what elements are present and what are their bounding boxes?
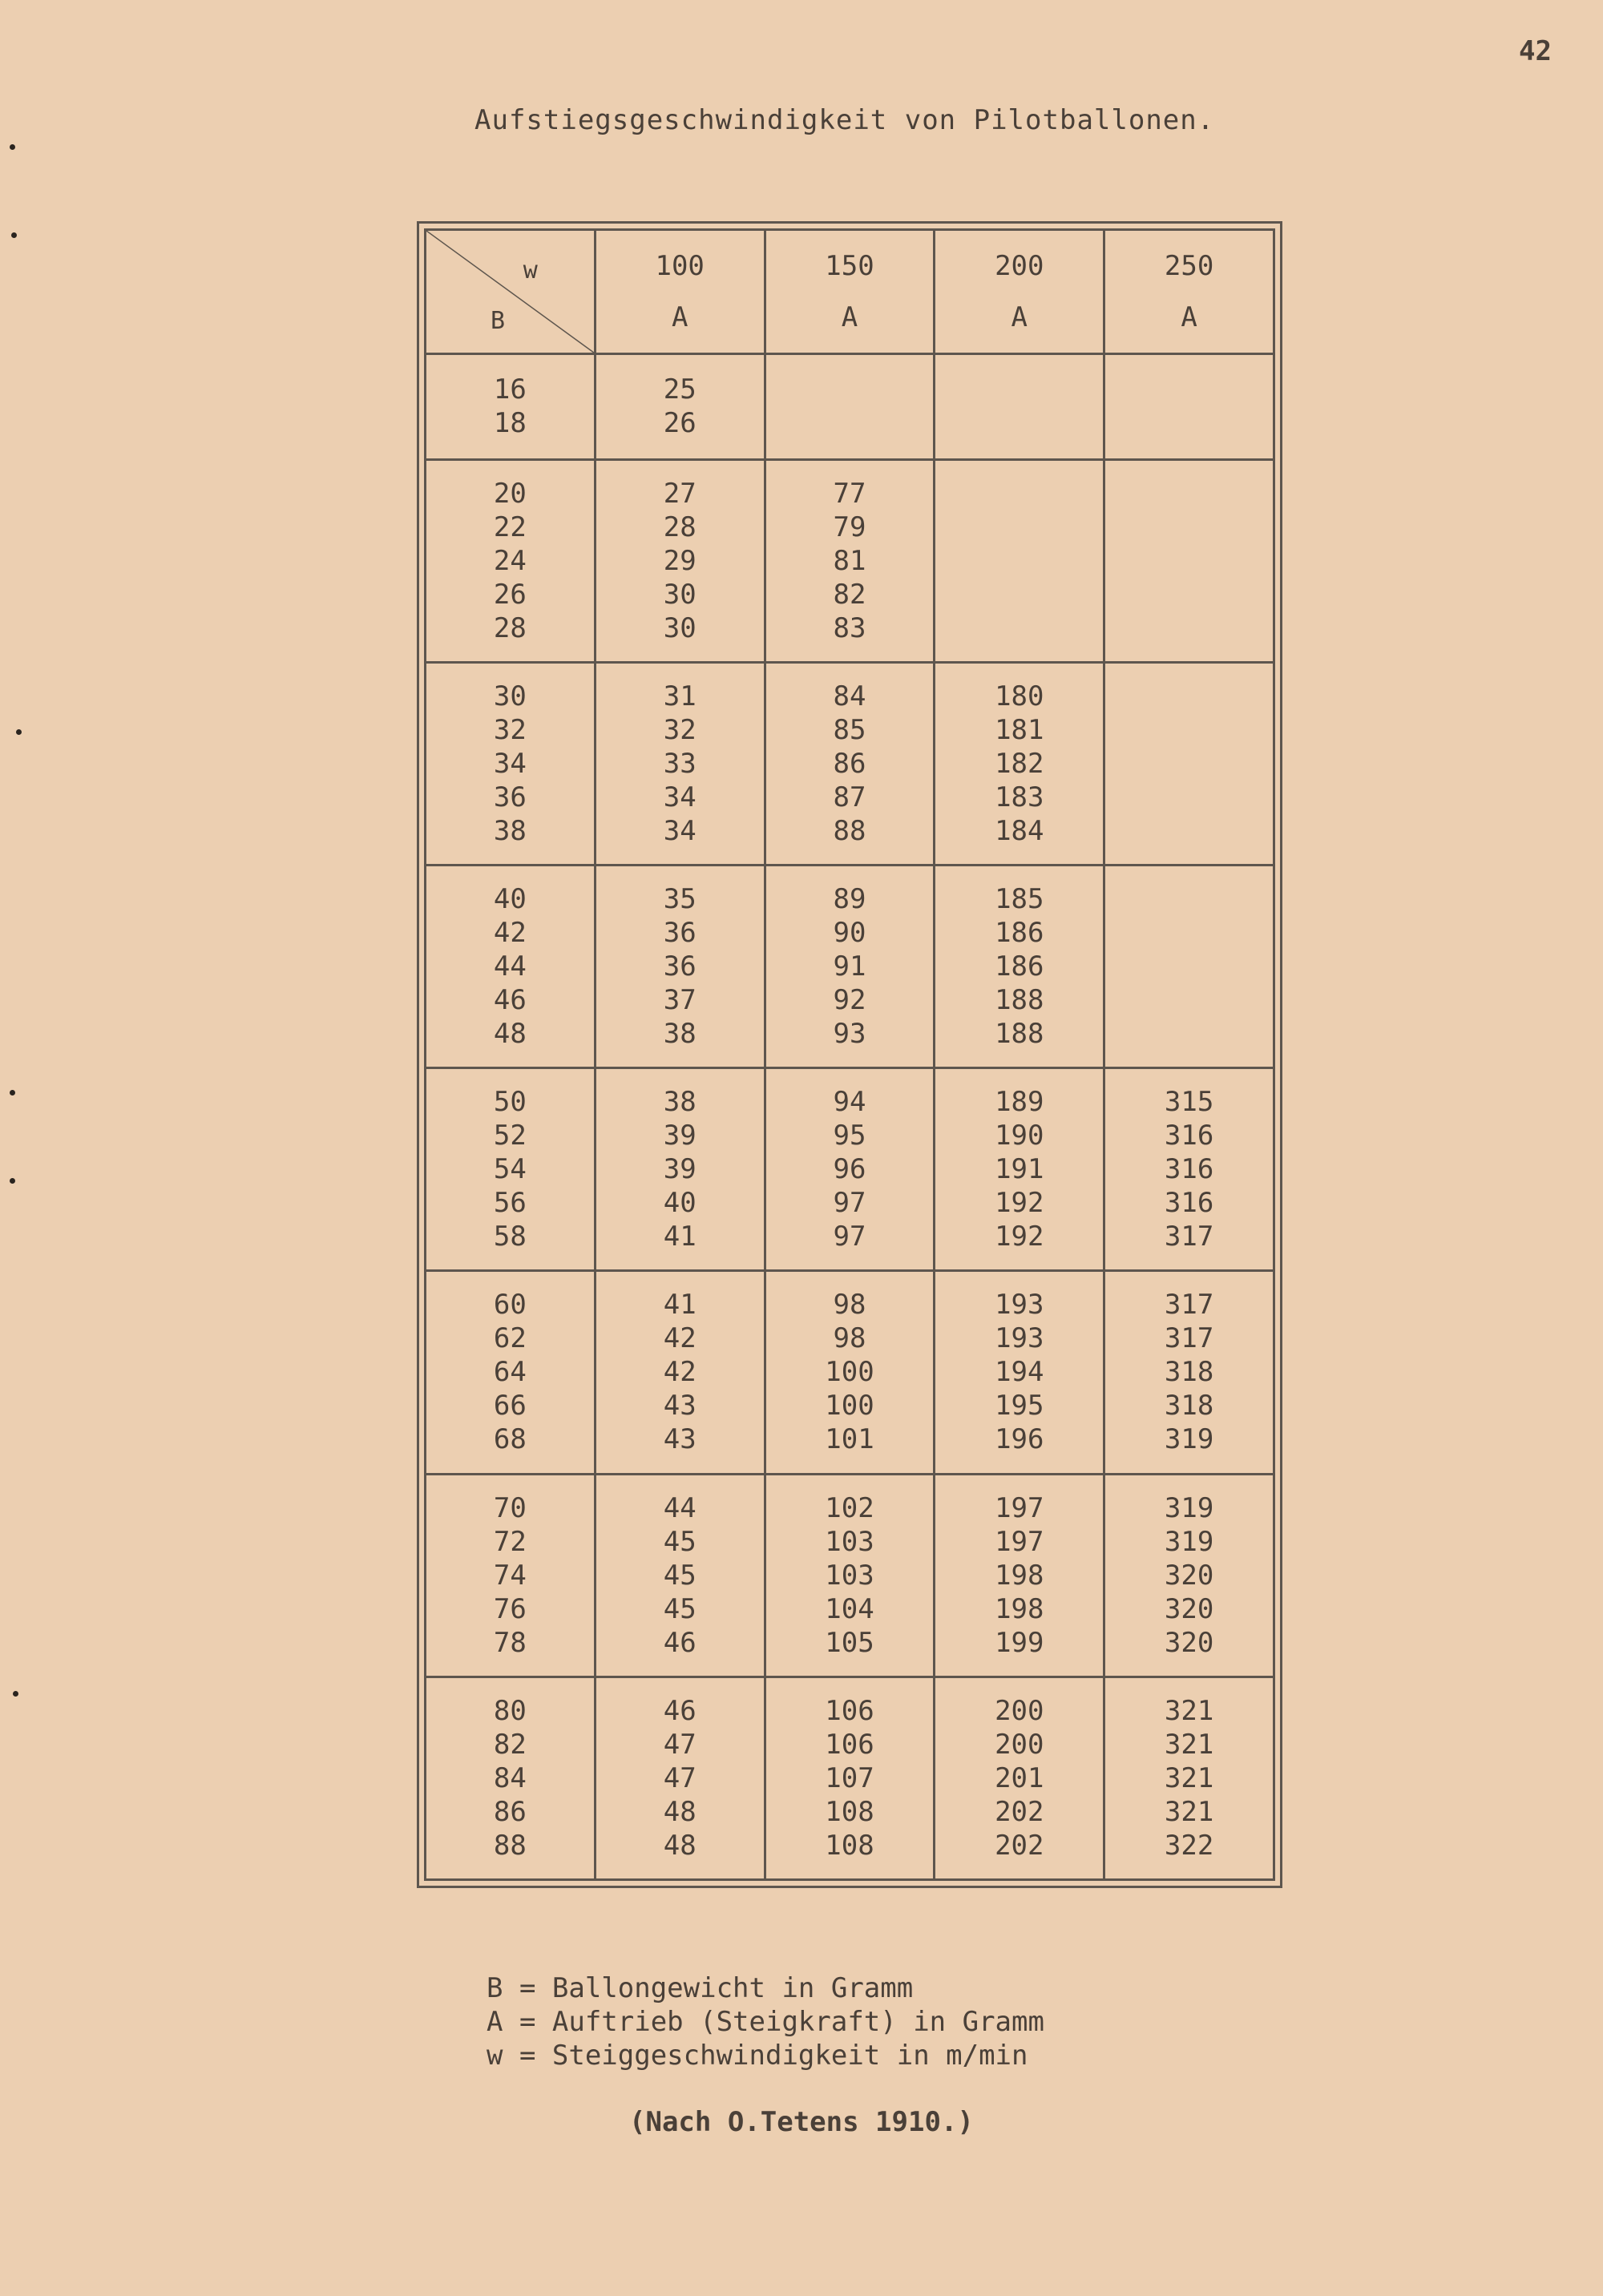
- lift-150-value: 106: [825, 1694, 874, 1727]
- lift-250-value: 320: [1164, 1559, 1214, 1592]
- lift-100-value: 36: [663, 917, 697, 950]
- lift-100-value: 27: [663, 477, 697, 510]
- lift-100-value: 31: [663, 680, 697, 712]
- balloon-weight-value: 28: [493, 611, 527, 644]
- balloon-weight-value: 34: [493, 747, 527, 780]
- lift-150-value: 105: [825, 1626, 874, 1659]
- diagonal-divider: [426, 231, 594, 353]
- lift-200-cell: [935, 1474, 1104, 1677]
- lift-100-value: 25: [663, 373, 697, 406]
- balloon-weight-cell: [426, 459, 596, 662]
- lift-250-value: 319: [1164, 1491, 1214, 1524]
- column-header-250: [1104, 230, 1274, 354]
- page-title: Aufstiegsgeschwindigkeit von Pilotballonen.: [474, 104, 1215, 136]
- lift-150-cell: [765, 459, 935, 662]
- lift-100-value: 36: [663, 950, 697, 983]
- lift-250-value: 317: [1164, 1221, 1214, 1253]
- lift-250-value: 321: [1164, 1761, 1214, 1794]
- lift-200-cell: [935, 865, 1104, 1067]
- lift-200-value: 182: [995, 747, 1044, 780]
- lift-200-value: 200: [995, 1694, 1044, 1727]
- lift-100-value: 37: [663, 984, 697, 1017]
- lift-150-value: 103: [825, 1525, 874, 1558]
- column-w-value: 200: [995, 249, 1044, 282]
- lift-100-value: 42: [663, 1356, 697, 1389]
- column-unit: A: [841, 301, 858, 333]
- lift-100-value: 34: [663, 781, 697, 813]
- lift-150-value: 107: [825, 1761, 874, 1794]
- lift-200-value: 192: [995, 1221, 1044, 1253]
- lift-100-cell: [595, 865, 765, 1067]
- lift-200-value: 200: [995, 1728, 1044, 1761]
- balloon-weight-value: 26: [493, 578, 527, 611]
- lift-200-value: 198: [995, 1559, 1044, 1592]
- lift-200-value: 199: [995, 1626, 1044, 1659]
- lift-250-cell: [1104, 1677, 1274, 1879]
- column-unit: A: [1181, 301, 1197, 333]
- balloon-weight-value: 54: [493, 1153, 527, 1186]
- lift-100-value: 32: [663, 713, 697, 746]
- lift-100-value: 29: [663, 544, 697, 577]
- column-w-value: 100: [655, 249, 705, 282]
- balloon-weight-value: 16: [493, 373, 527, 406]
- balloon-weight-value: 60: [493, 1289, 527, 1322]
- lift-200-value: 192: [995, 1187, 1044, 1220]
- lift-150-value: 98: [833, 1322, 866, 1355]
- balloon-weight-value: 80: [493, 1694, 527, 1727]
- lift-100-value: 47: [663, 1761, 697, 1794]
- lift-100-value: 42: [663, 1322, 697, 1355]
- lift-250-value: 318: [1164, 1356, 1214, 1389]
- lift-250-value: 317: [1164, 1322, 1214, 1355]
- column-header-150: [765, 230, 935, 354]
- lift-100-value: 30: [663, 611, 697, 644]
- lift-200-cell: [935, 353, 1104, 459]
- lift-150-value: 88: [833, 814, 866, 847]
- lift-150-value: 100: [825, 1356, 874, 1389]
- lift-200-value: 193: [995, 1289, 1044, 1322]
- balloon-weight-value: 44: [493, 950, 527, 983]
- lift-200-cell: [935, 459, 1104, 662]
- balloon-weight-cell: [426, 1068, 596, 1271]
- lift-250-value: 318: [1164, 1390, 1214, 1422]
- balloon-weight-value: 86: [493, 1795, 527, 1828]
- lift-100-value: 28: [663, 510, 697, 543]
- table-group-row: [426, 1068, 1274, 1271]
- lift-150-value: 85: [833, 713, 866, 746]
- lift-200-value: 197: [995, 1525, 1044, 1558]
- lift-250-value: 319: [1164, 1423, 1214, 1456]
- lift-150-value: 97: [833, 1187, 866, 1220]
- lift-100-value: 48: [663, 1829, 697, 1862]
- lift-150-value: 100: [825, 1390, 874, 1422]
- balloon-weight-value: 32: [493, 713, 527, 746]
- corner-w-label: w: [523, 256, 538, 284]
- lift-150-value: 81: [833, 544, 866, 577]
- lift-100-value: 45: [663, 1592, 697, 1625]
- lift-250-value: 321: [1164, 1795, 1214, 1828]
- balloon-weight-cell: [426, 662, 596, 865]
- table-group-row: [426, 1677, 1274, 1879]
- lift-200-value: 196: [995, 1423, 1044, 1456]
- balloon-weight-value: 66: [493, 1390, 527, 1422]
- lift-100-value: 48: [663, 1795, 697, 1828]
- lift-150-value: 79: [833, 510, 866, 543]
- lift-150-value: 86: [833, 747, 866, 780]
- lift-250-value: 320: [1164, 1626, 1214, 1659]
- balloon-weight-value: 72: [493, 1525, 527, 1558]
- lift-200-value: 188: [995, 984, 1044, 1017]
- table-group-row: [426, 353, 1274, 459]
- lift-150-value: 108: [825, 1795, 874, 1828]
- column-w-value: 250: [1164, 249, 1214, 282]
- lift-200-value: 194: [995, 1356, 1044, 1389]
- lift-100-value: 40: [663, 1187, 697, 1220]
- lift-100-value: 39: [663, 1120, 697, 1152]
- lift-100-cell: [595, 1474, 765, 1677]
- lift-150-value: 104: [825, 1592, 874, 1625]
- lift-200-value: 185: [995, 883, 1044, 916]
- lift-100-value: 43: [663, 1390, 697, 1422]
- lift-250-cell: [1104, 1474, 1274, 1677]
- lift-100-value: 41: [663, 1289, 697, 1322]
- lift-150-value: 96: [833, 1153, 866, 1186]
- balloon-weight-value: 46: [493, 984, 527, 1017]
- legend-line-a: A = Auftrieb (Steigkraft) in Gramm: [487, 2006, 1044, 2038]
- lift-200-value: 202: [995, 1829, 1044, 1862]
- column-unit: A: [1011, 301, 1028, 333]
- lift-250-cell: [1104, 459, 1274, 662]
- lift-150-value: 101: [825, 1423, 874, 1456]
- column-w-value: 150: [825, 249, 874, 282]
- lift-100-value: 41: [663, 1221, 697, 1253]
- lift-150-cell: [765, 1068, 935, 1271]
- lift-100-value: 38: [663, 1018, 697, 1051]
- binder-speck: [10, 1090, 15, 1096]
- balloon-weight-value: 68: [493, 1423, 527, 1456]
- table-group-row: [426, 865, 1274, 1067]
- balloon-weight-value: 78: [493, 1626, 527, 1659]
- corner-b-label: B: [491, 307, 506, 335]
- table-group-row: [426, 459, 1274, 662]
- balloon-weight-value: 58: [493, 1221, 527, 1253]
- lift-100-value: 46: [663, 1694, 697, 1727]
- table-group-row: [426, 662, 1274, 865]
- lift-150-value: 93: [833, 1018, 866, 1051]
- lift-100-value: 26: [663, 407, 697, 440]
- balloon-weight-value: 36: [493, 781, 527, 813]
- lift-200-value: 184: [995, 814, 1044, 847]
- lift-250-value: 322: [1164, 1829, 1214, 1862]
- lift-150-value: 97: [833, 1221, 866, 1253]
- lift-200-value: 190: [995, 1120, 1044, 1152]
- lift-100-cell: [595, 1068, 765, 1271]
- lift-150-value: 102: [825, 1491, 874, 1524]
- balloon-weight-value: 82: [493, 1728, 527, 1761]
- lift-250-value: 316: [1164, 1153, 1214, 1186]
- balloon-weight-value: 62: [493, 1322, 527, 1355]
- lift-250-value: 321: [1164, 1728, 1214, 1761]
- lift-250-value: 317: [1164, 1289, 1214, 1322]
- balloon-weight-value: 88: [493, 1829, 527, 1862]
- ascent-speed-table: [424, 228, 1275, 1881]
- lift-250-value: 316: [1164, 1120, 1214, 1152]
- lift-100-cell: [595, 1271, 765, 1474]
- balloon-weight-value: 64: [493, 1356, 527, 1389]
- balloon-weight-value: 76: [493, 1592, 527, 1625]
- lift-250-cell: [1104, 865, 1274, 1067]
- lift-100-cell: [595, 459, 765, 662]
- balloon-weight-value: 42: [493, 917, 527, 950]
- binder-speck: [11, 232, 17, 238]
- lift-150-value: 103: [825, 1559, 874, 1592]
- lift-150-value: 98: [833, 1289, 866, 1322]
- balloon-weight-value: 38: [493, 814, 527, 847]
- lift-200-cell: [935, 1271, 1104, 1474]
- lift-150-value: 108: [825, 1829, 874, 1862]
- legend-line-b: B = Ballongewicht in Gramm: [487, 1972, 914, 2004]
- balloon-weight-value: 52: [493, 1120, 527, 1152]
- lift-200-cell: [935, 662, 1104, 865]
- lift-150-value: 91: [833, 950, 866, 983]
- lift-150-value: 106: [825, 1728, 874, 1761]
- lift-250-cell: [1104, 353, 1274, 459]
- lift-100-value: 43: [663, 1423, 697, 1456]
- source-note: (Nach O.Tetens 1910.): [629, 2106, 974, 2138]
- lift-150-value: 95: [833, 1120, 866, 1152]
- lift-250-cell: [1104, 662, 1274, 865]
- lift-100-value: 38: [663, 1086, 697, 1119]
- lift-100-value: 47: [663, 1728, 697, 1761]
- lift-150-cell: [765, 662, 935, 865]
- lift-250-value: 321: [1164, 1694, 1214, 1727]
- lift-150-cell: [765, 865, 935, 1067]
- lift-200-value: 189: [995, 1086, 1044, 1119]
- lift-200-value: 202: [995, 1795, 1044, 1828]
- lift-150-value: 77: [833, 477, 866, 510]
- page-number: 42: [1519, 35, 1552, 67]
- column-header-200: [935, 230, 1104, 354]
- lift-200-value: 186: [995, 917, 1044, 950]
- lift-100-value: 46: [663, 1626, 697, 1659]
- table-group-row: [426, 1271, 1274, 1474]
- lift-100-cell: [595, 353, 765, 459]
- lift-150-cell: [765, 1271, 935, 1474]
- lift-250-value: 319: [1164, 1525, 1214, 1558]
- lift-250-value: 320: [1164, 1592, 1214, 1625]
- lift-150-value: 89: [833, 883, 866, 916]
- lift-150-value: 92: [833, 984, 866, 1017]
- lift-200-value: 197: [995, 1491, 1044, 1524]
- lift-100-value: 39: [663, 1153, 697, 1186]
- lift-100-value: 34: [663, 814, 697, 847]
- lift-100-cell: [595, 1677, 765, 1879]
- binder-speck: [16, 729, 22, 735]
- lift-100-cell: [595, 662, 765, 865]
- lift-150-cell: [765, 353, 935, 459]
- binder-speck: [10, 1178, 15, 1184]
- legend: [487, 1971, 1044, 2072]
- balloon-weight-value: 48: [493, 1018, 527, 1051]
- balloon-weight-value: 50: [493, 1086, 527, 1119]
- table-group-row: [426, 1474, 1274, 1677]
- table-body: [426, 353, 1274, 1879]
- balloon-weight-value: 30: [493, 680, 527, 712]
- balloon-weight-value: 84: [493, 1761, 527, 1794]
- lift-100-value: 35: [663, 883, 697, 916]
- lift-250-value: 316: [1164, 1187, 1214, 1220]
- balloon-weight-value: 70: [493, 1491, 527, 1524]
- balloon-weight-value: 24: [493, 544, 527, 577]
- lift-150-cell: [765, 1474, 935, 1677]
- lift-200-value: 188: [995, 1018, 1044, 1051]
- balloon-weight-cell: [426, 865, 596, 1067]
- lift-150-value: 94: [833, 1086, 866, 1119]
- lift-150-cell: [765, 1677, 935, 1879]
- lift-150-value: 90: [833, 917, 866, 950]
- lift-250-cell: [1104, 1068, 1274, 1271]
- balloon-weight-value: 18: [493, 407, 527, 440]
- header-row: [426, 230, 1274, 354]
- lift-150-value: 82: [833, 578, 866, 611]
- balloon-weight-cell: [426, 353, 596, 459]
- balloon-weight-cell: [426, 1474, 596, 1677]
- balloon-weight-value: 40: [493, 883, 527, 916]
- lift-150-value: 83: [833, 611, 866, 644]
- lift-200-value: 180: [995, 680, 1044, 712]
- corner-cell: [426, 230, 596, 354]
- lift-200-value: 181: [995, 713, 1044, 746]
- lift-200-value: 193: [995, 1322, 1044, 1355]
- lift-200-value: 191: [995, 1153, 1044, 1186]
- lift-250-cell: [1104, 1271, 1274, 1474]
- column-header-100: [595, 230, 765, 354]
- lift-200-value: 198: [995, 1592, 1044, 1625]
- lift-200-value: 183: [995, 781, 1044, 813]
- lift-200-cell: [935, 1068, 1104, 1271]
- balloon-weight-cell: [426, 1271, 596, 1474]
- column-unit: A: [671, 301, 688, 333]
- lift-200-value: 195: [995, 1390, 1044, 1422]
- lift-150-value: 84: [833, 680, 866, 712]
- binder-speck: [13, 1691, 18, 1697]
- lift-200-value: 186: [995, 950, 1044, 983]
- binder-speck: [10, 144, 15, 150]
- balloon-weight-value: 22: [493, 510, 527, 543]
- lift-100-value: 45: [663, 1525, 697, 1558]
- legend-line-w: w = Steiggeschwindigkeit in m/min: [487, 2040, 1028, 2072]
- balloon-weight-value: 56: [493, 1187, 527, 1220]
- lift-100-value: 30: [663, 578, 697, 611]
- balloon-weight-value: 20: [493, 477, 527, 510]
- lift-200-cell: [935, 1677, 1104, 1879]
- lift-100-value: 33: [663, 747, 697, 780]
- lift-100-value: 44: [663, 1491, 697, 1524]
- lift-250-value: 315: [1164, 1086, 1214, 1119]
- data-table-frame: [417, 221, 1282, 1888]
- lift-150-value: 87: [833, 781, 866, 813]
- lift-100-value: 45: [663, 1559, 697, 1592]
- balloon-weight-cell: [426, 1677, 596, 1879]
- balloon-weight-value: 74: [493, 1559, 527, 1592]
- lift-200-value: 201: [995, 1761, 1044, 1794]
